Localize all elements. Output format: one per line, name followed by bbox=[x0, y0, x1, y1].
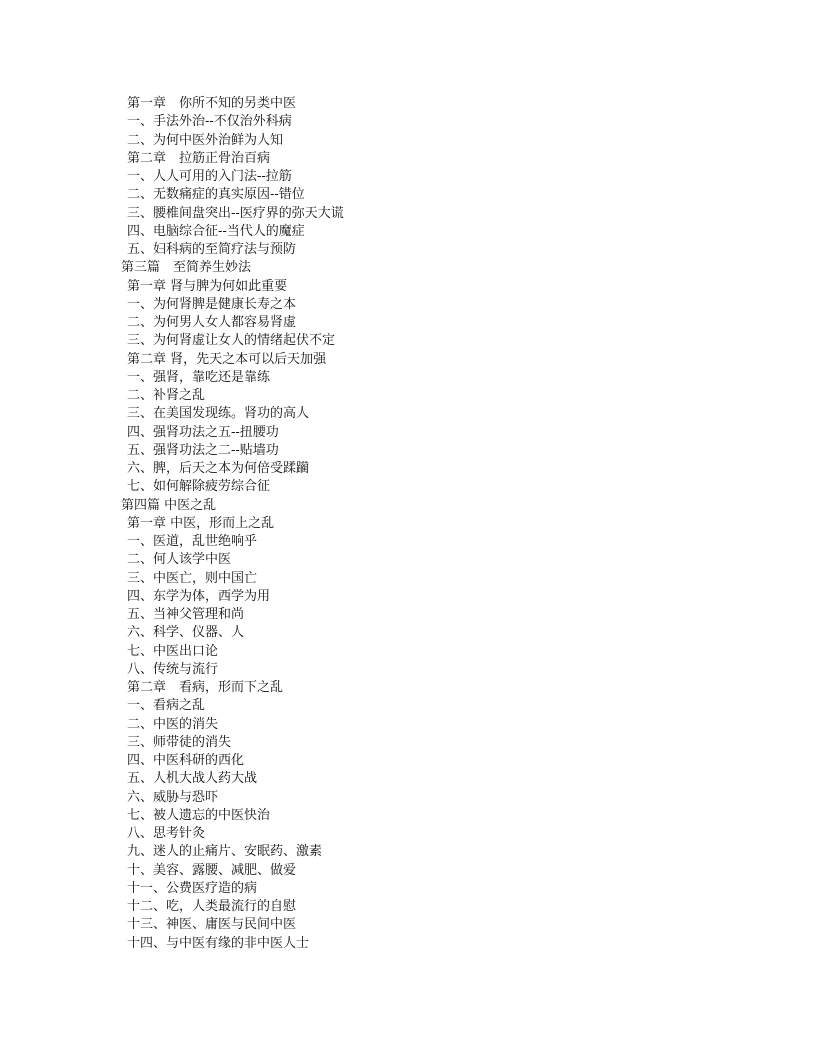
toc-item: 一、人人可用的入门法--拉筋 bbox=[127, 169, 292, 184]
toc-item: 六、威胁与恐吓 bbox=[127, 789, 219, 805]
toc-item: 七、中医出口论 bbox=[127, 643, 219, 659]
toc-item: 五、当神父管理和尚 bbox=[127, 607, 245, 622]
toc-item: 十三、神医、庸医与民间中医 bbox=[127, 917, 297, 933]
toc-item: 六、脾，后天之本为何倍受蹂躏 bbox=[127, 461, 310, 476]
toc-item: 一、医道，乱世绝响乎 bbox=[127, 534, 258, 549]
toc-item: 八、思考针灸 bbox=[127, 826, 206, 841]
toc-part-heading: 第四篇 中医之乱 bbox=[121, 497, 217, 513]
table-of-contents bbox=[121, 95, 781, 953]
toc-item: 六、科学、仪器、人 bbox=[127, 625, 245, 641]
toc-item: 二、为何男人女人都容易肾虚 bbox=[127, 315, 297, 330]
toc-item: 四、强肾功法之五--扭腰功 bbox=[127, 424, 279, 440]
toc-item: 一、强肾，靠吃还是靠练 bbox=[127, 369, 271, 385]
toc-item: 一、手法外治--不仅治外科病 bbox=[127, 114, 292, 130]
toc-item: 四、中医科研的西化 bbox=[127, 753, 245, 768]
toc-item: 七、如何解除疲劳综合征 bbox=[127, 479, 271, 495]
toc-chapter-heading: 第一章 肾与脾为何如此重要 bbox=[127, 278, 288, 294]
toc-item: 二、中医的消失 bbox=[127, 716, 219, 732]
toc-item: 十四、与中医有缘的非中医人士 bbox=[127, 935, 310, 951]
toc-item: 五、人机大战人药大战 bbox=[127, 771, 258, 787]
toc-item: 三、师带徒的消失 bbox=[127, 734, 232, 750]
toc-item: 八、传统与流行 bbox=[127, 661, 219, 677]
toc-chapter-heading: 第一章 中医，形而上之乱 bbox=[127, 515, 275, 531]
toc-item: 一、为何肾脾是健康长寿之本 bbox=[127, 296, 297, 312]
toc-item: 十、美容、露腰、减肥、做爱 bbox=[127, 862, 297, 878]
toc-item: 四、东学为体，西学为用 bbox=[127, 588, 271, 604]
toc-item: 五、妇科病的至简疗法与预防 bbox=[127, 242, 297, 257]
toc-item: 一、看病之乱 bbox=[127, 698, 206, 714]
toc-chapter-heading: 第二章 拉筋正骨治百病 bbox=[127, 150, 271, 166]
toc-item: 二、无数痛症的真实原因--错位 bbox=[127, 187, 305, 203]
toc-item: 七、被人遗忘的中医快治 bbox=[127, 807, 271, 823]
toc-item: 二、何人该学中医 bbox=[127, 552, 232, 568]
toc-item: 五、强肾功法之二--贴墙功 bbox=[127, 442, 279, 458]
toc-chapter-heading: 第二章 看病，形而下之乱 bbox=[127, 680, 284, 695]
toc-item: 二、为何中医外治鲜为人知 bbox=[127, 132, 284, 148]
toc-item: 三、腰椎间盘突出--医疗界的弥天大谎 bbox=[127, 205, 344, 221]
toc-item: 四、电脑综合征--当代人的魔症 bbox=[127, 223, 305, 239]
toc-item: 二、补肾之乱 bbox=[127, 388, 206, 403]
toc-item: 三、为何肾虚让女人的情绪起伏不定 bbox=[127, 333, 336, 349]
toc-item: 十一、公费医疗造的病 bbox=[127, 880, 258, 896]
toc-item: 三、在美国发现练。肾功的高人 bbox=[127, 406, 310, 422]
toc-item: 九、迷人的止痛片、安眠药、激素 bbox=[127, 844, 323, 860]
toc-chapter-heading: 第二章 肾，先天之本可以后天加强 bbox=[127, 351, 327, 367]
toc-chapter-heading: 第一章 你所不知的另类中医 bbox=[127, 96, 297, 111]
toc-item: 三、中医亡，则中国亡 bbox=[127, 570, 258, 586]
toc-part-heading: 第三篇 至简养生妙法 bbox=[121, 260, 252, 276]
toc-item: 十二、吃，人类最流行的自慰 bbox=[127, 899, 297, 914]
